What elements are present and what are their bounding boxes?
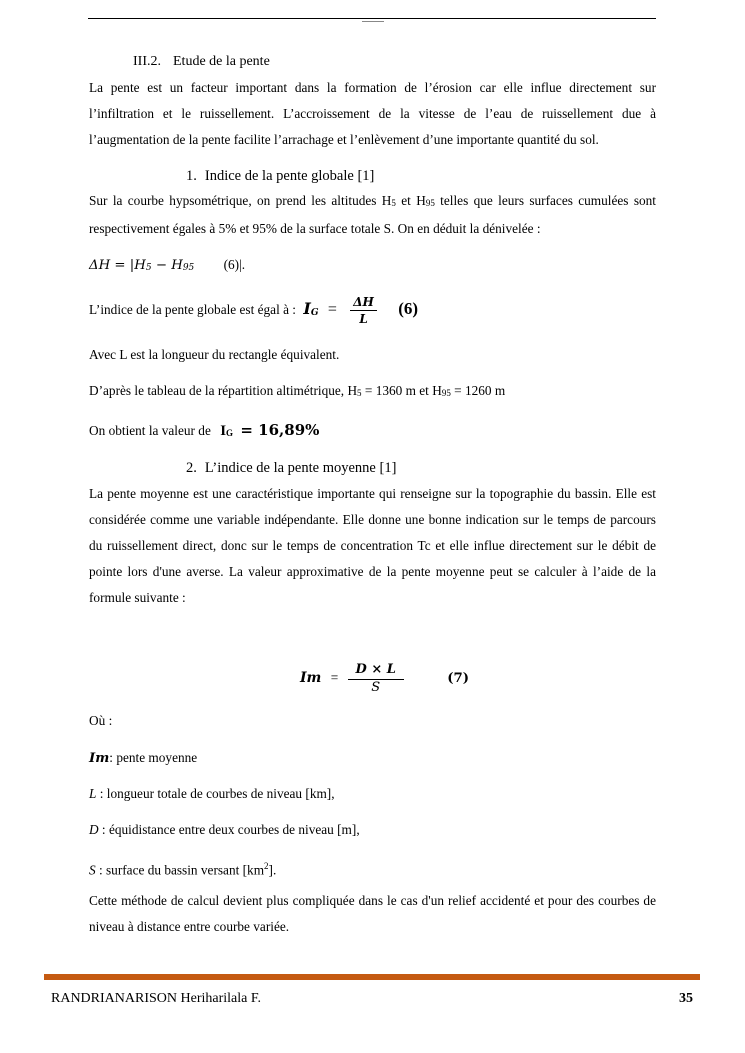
ig-result: On obtient la valeur de $I_G = 16,89\%$ [89, 421, 320, 439]
subsection-1-number: 1. [186, 168, 197, 184]
section-heading [133, 54, 270, 70]
ou-label: Où : [89, 713, 113, 728]
equation-number-7: (7) [447, 671, 470, 686]
global-slope-intro: L’indice de la pente globale est égal à : [89, 302, 297, 317]
subsection-1-heading [186, 168, 374, 185]
mean-slope-equation: Im = $\frac{D \times L}{S}$ (7) [300, 661, 470, 695]
ig-symbol: $I_G$ [303, 299, 319, 318]
subsection-2-title: L’indice de la pente moyenne [1] [204, 460, 397, 476]
equation-number-6a: (6)|. [223, 257, 246, 272]
ig-value: = 16,89% [240, 421, 320, 439]
subsection-1-title: Indice de la pente globale [1] [204, 168, 375, 184]
global-slope-index-line: L’indice de la pente globale est égal à : $I_G$ = $\frac{\Delta H}{L}$ (6) [89, 295, 419, 327]
def-s: S : surface du bassin versant $[km^2]$. [89, 861, 277, 878]
hypsometric-paragraph: Sur la courbe hypsométrique, on prend les altitudes $H_5$ et $H_{95}$ telles que leurs surfaces cumulées sont respectivement égales à 5% et 95% de la surface totale S. On en déduit la dénivelée : [89, 193, 656, 236]
altimetric-values: D’après le tableau de la répartition altimétrique, $H_5 = 1360$ m et $H_{95} = 1260$ m [89, 383, 506, 398]
footer-bar [44, 974, 700, 980]
subsection-2-heading [186, 460, 396, 477]
mean-slope-paragraph: La pente moyenne est une caractéristique importante qui renseigne sur la topographie du bassin. Elle est considérée comme une variable indépendante. Elle donne une bonne indication sur le temps de parcours du ruissellement direct, donc sur le temps de concentration Tc et elle influe directement sur le débit de pointe lors d'une averse. La valeur approximative de la pente moyenne peut se calculer à l’aide de la formule suivante : [89, 486, 656, 605]
footer-author: RANDRIANARISON Heriharilala F. [51, 991, 262, 1006]
def-im: Im: pente moyenne [89, 750, 198, 766]
intro-paragraph: La pente est un facteur important dans la formation de l’érosion car elle influe directement sur l’infiltration et le ruissellement. L’accroissement de la vitesse de l’eau de ruissellement due à l’augmentation de la pente facilite l’arrachage et l’enlèvement d’une importante quantité du sol. [89, 80, 656, 147]
def-d: D : équidistance entre deux courbes de niveau [m], [89, 822, 360, 837]
section-title: Etude de la pente [173, 54, 270, 69]
im-fraction: $\frac{D \times L}{S}$ [348, 663, 404, 695]
header-rule [88, 18, 656, 19]
ig-fraction: $\frac{\Delta H}{L}$ [350, 295, 377, 326]
closing-paragraph: Cette méthode de calcul devient plus compliquée dans le cas d'un relief accidenté et pour des courbes de niveau à distance entre courbe variée. [89, 893, 656, 934]
l-definition: Avec L est la longueur du rectangle équivalent. [89, 347, 340, 362]
header-rule-accent [362, 21, 384, 22]
subsection-2-number: 2. [186, 460, 197, 476]
def-l: L : longueur totale de courbes de niveau [km], [89, 786, 335, 801]
delta-h-equation: $\Delta H = |H_5 - H_{95}$ (6)|. [89, 257, 246, 273]
equation-number-6b: (6) [398, 299, 419, 318]
page-number: 35 [679, 991, 693, 1006]
section-number: III.2. [133, 54, 161, 69]
